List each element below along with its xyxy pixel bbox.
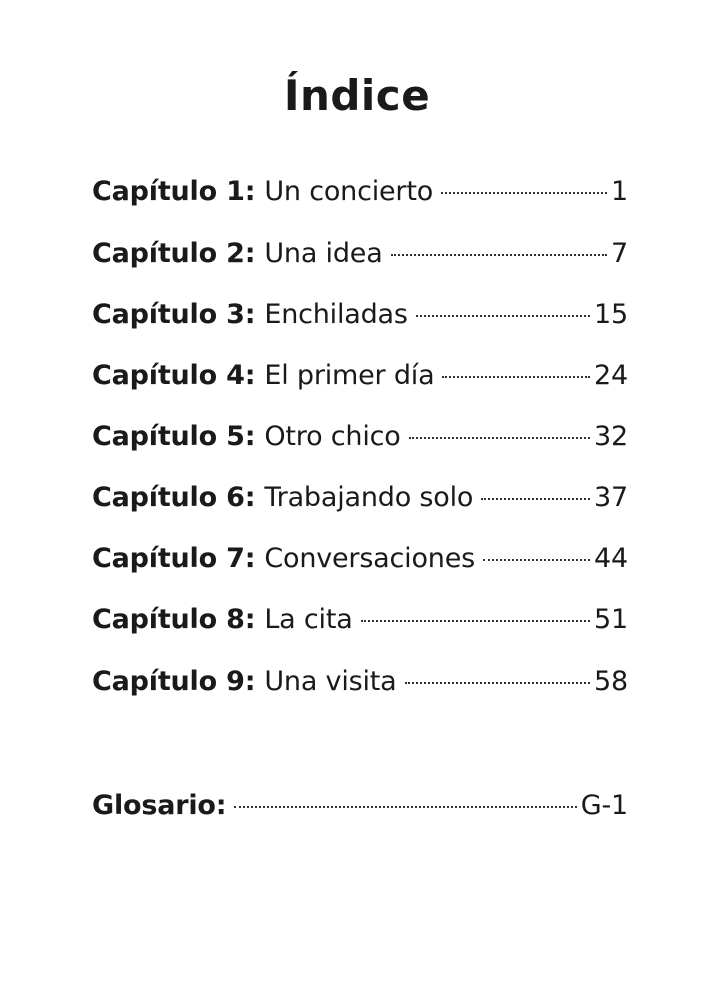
chapter-title: Trabajando solo — [264, 482, 474, 513]
chapter-title: Una visita — [264, 666, 397, 697]
dot-leader — [405, 682, 591, 684]
toc-entry-chapter-2[interactable] — [92, 234, 628, 274]
page-number: G-1 — [580, 790, 628, 821]
page-number: 58 — [594, 666, 628, 697]
glossary-label: Glosario: — [92, 790, 227, 821]
page-number: 7 — [611, 238, 628, 269]
page-number: 15 — [594, 299, 628, 330]
toc-entry-chapter-9[interactable] — [92, 662, 628, 702]
chapter-title: Otro chico — [264, 421, 401, 452]
dot-leader — [361, 620, 590, 622]
dot-leader — [483, 559, 590, 561]
toc-entry-chapter-8[interactable] — [92, 600, 628, 640]
chapter-label: Capítulo 9: — [92, 666, 256, 697]
dot-leader — [416, 315, 590, 317]
page-number: 37 — [594, 482, 628, 513]
dot-leader — [481, 498, 590, 500]
chapter-label: Capítulo 7: — [92, 543, 256, 574]
chapter-title: La cita — [264, 604, 353, 635]
page-number: 32 — [594, 421, 628, 452]
toc-entry-glossary[interactable] — [92, 786, 628, 826]
chapter-label: Capítulo 1: — [92, 176, 256, 207]
page-number: 24 — [594, 360, 628, 391]
chapter-label: Capítulo 5: — [92, 421, 256, 452]
chapter-label: Capítulo 3: — [92, 299, 256, 330]
dot-leader — [442, 376, 590, 378]
chapter-title: Conversaciones — [264, 543, 475, 574]
chapter-title: Una idea — [264, 238, 383, 269]
dot-leader — [441, 192, 607, 194]
page-number: 51 — [594, 604, 628, 635]
toc-entry-chapter-1[interactable] — [92, 172, 628, 212]
page-title: Índice — [283, 71, 431, 120]
chapter-label: Capítulo 2: — [92, 238, 256, 269]
dot-leader — [234, 806, 576, 808]
chapter-label: Capítulo 6: — [92, 482, 256, 513]
toc-entry-chapter-3[interactable] — [92, 295, 628, 335]
dot-leader — [409, 437, 590, 439]
chapter-title: Enchiladas — [264, 299, 408, 330]
page-number: 1 — [611, 176, 628, 207]
dot-leader — [391, 254, 607, 256]
chapter-label: Capítulo 8: — [92, 604, 256, 635]
toc-entry-chapter-5[interactable] — [92, 417, 628, 457]
chapter-title: El primer día — [264, 360, 435, 391]
page-number: 44 — [594, 543, 628, 574]
toc-entry-chapter-6[interactable] — [92, 478, 628, 518]
chapter-title: Un concierto — [264, 176, 434, 207]
chapter-label: Capítulo 4: — [92, 360, 256, 391]
toc-entry-chapter-4[interactable] — [92, 356, 628, 396]
toc-entry-chapter-7[interactable] — [92, 539, 628, 579]
